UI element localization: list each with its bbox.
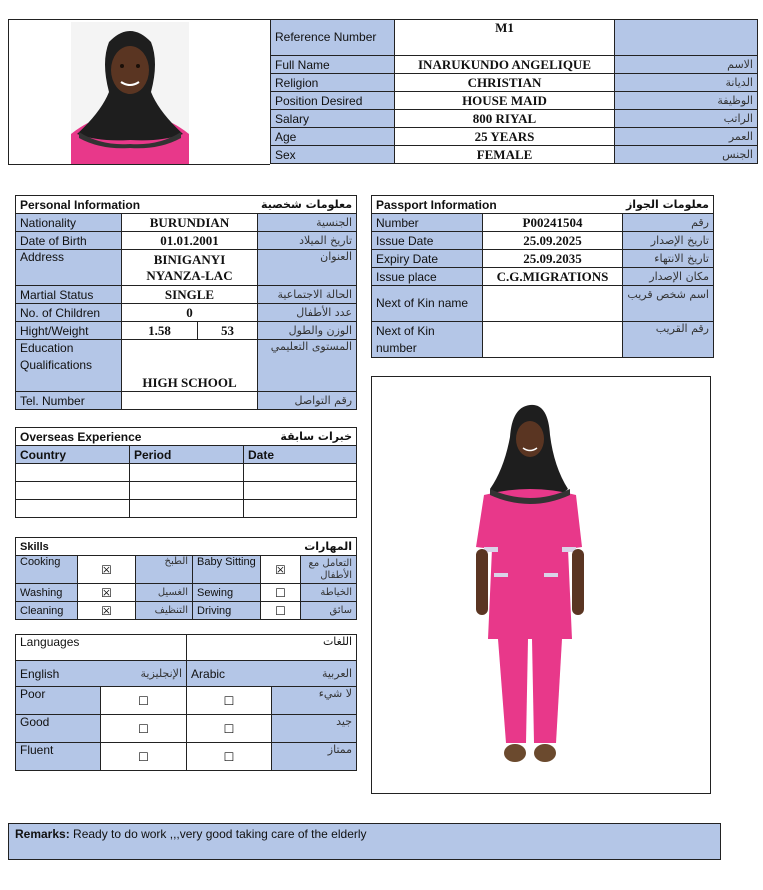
full-name-arabic: الاسم [615,56,758,74]
address-value: BINIGANYI NYANZA-LAC [122,250,258,286]
nationality-value: BURUNDIAN [122,214,258,232]
dob-label: Date of Birth [16,232,122,250]
religion-arabic: الديانة [615,74,758,92]
expiry-date-arabic: تاريخ الانتهاء [623,250,714,268]
education-arabic: المستوى التعليمي [258,340,357,392]
children-value: 0 [122,304,258,322]
kin-number-label: Next of Kin number [372,322,483,358]
personal-info-title-arabic: معلومات شخصية [198,196,357,214]
overseas-cell [244,464,357,482]
skill-sewing-checkbox[interactable]: ☐ [275,585,286,600]
skill-cleaning-checkbox[interactable]: ☒ [101,603,112,618]
lang-good-arabic: جيد [272,715,357,743]
full-body-photo [372,377,710,793]
english-arabic: الإنجليزية [140,666,183,680]
position-label: Position Desired [271,92,395,110]
remarks-box [8,823,721,860]
nationality-arabic: الجنسية [258,214,357,232]
kin-number-arabic: رقم القريب [623,322,714,358]
overseas-col-date: Date [244,446,357,464]
skill-cooking-checkbox[interactable]: ☒ [101,562,112,577]
skills-table [15,537,357,620]
dob-arabic: تاريخ الميلاد [258,232,357,250]
header-table [270,19,758,164]
overseas-cell [130,482,244,500]
marital-arabic: الحالة الاجتماعية [258,286,357,304]
skill-cleaning-label: Cleaning [16,602,78,620]
sex-arabic: الجنس [615,146,758,164]
overseas-title: Overseas Experience [16,428,244,446]
reference-arabic [615,20,758,56]
skill-sewing-label: Sewing [193,584,261,602]
passport-number-arabic: رقم [623,214,714,232]
tel-value [122,392,258,410]
skill-driving-arabic: سائق [301,602,357,620]
issue-date-label: Issue Date [372,232,483,250]
passport-info-table [371,195,714,358]
overseas-cell [244,500,357,518]
overseas-cell [130,464,244,482]
overseas-cell [244,482,357,500]
arabic-fluent-checkbox[interactable]: ☐ [223,749,235,764]
english-poor-checkbox[interactable]: ☐ [138,693,149,708]
skill-driving-label: Driving [193,602,261,620]
passport-number-value: P00241504 [483,214,623,232]
full-name-label: Full Name [271,56,395,74]
age-arabic: العمر [615,128,758,146]
overseas-col-country: Country [16,446,130,464]
kin-number-value [483,322,623,358]
skill-sewing-arabic: الخياطة [301,584,357,602]
reference-value: M1 [395,20,615,56]
sex-label: Sex [271,146,395,164]
issue-place-value: C.G.MIGRATIONS [483,268,623,286]
sex-value: FEMALE [395,146,615,164]
skill-washing-checkbox[interactable]: ☒ [101,585,112,600]
skill-washing-arabic: الغسيل [136,584,193,602]
expiry-date-value: 25.09.2035 [483,250,623,268]
lang-fluent-arabic: ممتاز [272,743,357,771]
arabic-poor-checkbox[interactable]: ☐ [223,693,235,708]
skill-washing-label: Washing [16,584,78,602]
marital-label: Martial Status [16,286,122,304]
position-value: HOUSE MAID [395,92,615,110]
skill-driving-checkbox[interactable]: ☐ [275,603,286,618]
age-value: 25 YEARS [395,128,615,146]
lang-poor-label: Poor [16,687,101,715]
education-label: Education Qualifications [16,340,122,392]
religion-value: CHRISTIAN [395,74,615,92]
remarks-label: Remarks: [15,827,70,841]
english-label: English [20,666,60,681]
skill-babysitting-checkbox[interactable]: ☒ [275,562,286,577]
issue-date-arabic: تاريخ الإصدار [623,232,714,250]
skill-cooking-label: Cooking [16,556,78,584]
full-name-value: INARUKUNDO ANGELIQUE [395,56,615,74]
skill-cooking-arabic: الطبخ [136,556,193,584]
overseas-title-arabic: خبرات سابقة [244,428,357,446]
table-row [16,464,357,482]
portrait-photo-frame [8,19,270,165]
marital-value: SINGLE [122,286,258,304]
kin-name-value [483,286,623,322]
arabic-arabic: العربية [321,666,353,680]
skill-babysitting-arabic: التعامل مع الأطفال [301,556,357,584]
height-value: 1.58 [122,322,198,340]
salary-value: 800 RIYAL [395,110,615,128]
issue-place-arabic: مكان الإصدار [623,268,714,286]
salary-label: Salary [271,110,395,128]
english-fluent-checkbox[interactable]: ☐ [138,749,149,764]
weight-value: 53 [198,322,258,340]
personal-info-title: Personal Information [16,196,198,214]
languages-title: Languages [16,635,187,661]
skill-cleaning-arabic: التنظيف [136,602,193,620]
table-row [16,482,357,500]
overseas-cell [16,482,130,500]
kin-name-label: Next of Kin name [372,286,483,322]
religion-label: Religion [271,74,395,92]
salary-arabic: الراتب [615,110,758,128]
lang-good-label: Good [16,715,101,743]
overseas-cell [130,500,244,518]
overseas-experience-table [15,427,357,518]
skill-babysitting-label: Baby Sitting [193,556,261,584]
personal-info-table [15,195,357,410]
tel-arabic: رقم التواصل [258,392,357,410]
education-value: HIGH SCHOOL [122,340,258,392]
arabic-label: Arabic [191,666,226,681]
overseas-cell [16,464,130,482]
skills-title-arabic: المهارات [193,538,357,556]
remarks-text: Ready to do work ,,,very good taking care of the elderly [69,827,367,841]
age-label: Age [271,128,395,146]
lang-poor-arabic: لا شيء [272,687,357,715]
position-arabic: الوظيفة [615,92,758,110]
skills-title: Skills [16,538,193,556]
passport-info-title: Passport Information [372,196,623,214]
overseas-cell [16,500,130,518]
height-weight-arabic: الوزن والطول [258,322,357,340]
issue-date-value: 25.09.2025 [483,232,623,250]
height-weight-label: Hight/Weight [16,322,122,340]
overseas-col-period: Period [130,446,244,464]
passport-info-title-arabic: معلومات الجواز [623,196,714,214]
children-label: No. of Children [16,304,122,322]
reference-label: Reference Number [271,20,395,56]
languages-title-arabic: اللغات [187,635,357,661]
address-label: Address [16,250,122,286]
lang-fluent-label: Fluent [16,743,101,771]
portrait-photo [71,22,189,164]
tel-label: Tel. Number [16,392,122,410]
issue-place-label: Issue place [372,268,483,286]
children-arabic: عدد الأطفال [258,304,357,322]
languages-table [15,634,357,771]
english-good-checkbox[interactable]: ☐ [138,721,149,736]
expiry-date-label: Expiry Date [372,250,483,268]
nationality-label: Nationality [16,214,122,232]
table-row [16,500,357,518]
dob-value: 01.01.2001 [122,232,258,250]
arabic-good-checkbox[interactable]: ☐ [223,721,235,736]
kin-name-arabic: اسم شخص قريب [623,286,714,322]
address-arabic: العنوان [258,250,357,286]
passport-number-label: Number [372,214,483,232]
full-body-photo-frame [371,376,711,794]
